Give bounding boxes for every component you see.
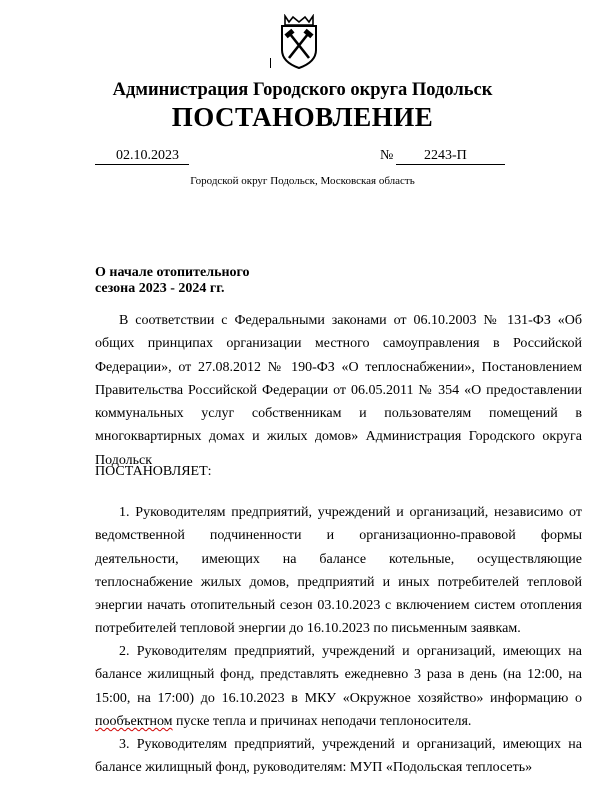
- item-1-text: 1. Руководителям предприятий, учреждений и организаций, независимо от ведомственной подчиненности и организационно-правовой формы деятельности, имеющих на балансе котельные, осуществляющие теплоснабжение жилых домов, предприятий и иных потребителей тепловой энергии начать отопительный сезон 03.10.2023 с включением систем отопления потребителей тепловой энергии до 16.10.2023 по письменным заявкам.: [95, 505, 582, 637]
- item-3-text: 3. Руководителям предприятий, учреждений и организаций, имеющих на балансе жилищный фонд, руководителям: МУП «Подольская теплосеть»: [95, 737, 582, 776]
- item-2-text-end: пуске тепла и причинах неподачи теплоносителя.: [172, 713, 472, 729]
- subject-line-2: сезона 2023 - 2024 гг.: [95, 281, 225, 296]
- document-number: 2243-П: [424, 148, 467, 163]
- spellcheck-flagged-word[interactable]: пообъектном: [95, 713, 173, 729]
- coat-of-arms-icon: [277, 14, 321, 70]
- text-cursor: [270, 58, 271, 68]
- item-2-text: [95, 640, 582, 733]
- subject-line-1: О начале отопительного: [95, 265, 250, 280]
- intro-paragraph: [95, 309, 582, 472]
- item-2-text-start: 2. Руководителям предприятий, учреждений и организаций, имеющих на балансе жилищный фонд, представлять ежедневно 3 раза в день (на 12:00, на 15:00, на 17:00) до 16.10.2023 в МКУ «Окружное хозяйство» информацию о: [95, 644, 582, 706]
- organization-title: Администрация Городского округа Подольск: [112, 80, 493, 100]
- document-date-field: [95, 147, 189, 165]
- intro-text: В соответствии с Федеральными законами от 06.10.2003 № 131-ФЗ «Об общих принципах организации местного самоуправления в Российской Федерации», от 27.08.2012 № 190-ФЗ «О теплоснабжении», Постановлением Правительства Российской Федерации от 06.05.2011 № 354 «О предоставлении коммунальных услуг собственникам и пользователям помещений в многоквартирных домах и жилых домов» Администрация Городского округа Подольск: [95, 313, 582, 468]
- item-2-paragraph: [95, 640, 582, 733]
- number-label: №: [380, 148, 394, 163]
- document-number-field: [396, 147, 505, 165]
- document-subject: [95, 265, 250, 297]
- item-3-paragraph: [95, 733, 582, 780]
- document-date: 02.10.2023: [116, 148, 179, 163]
- document-type-title: ПОСТАНОВЛЕНИЕ: [171, 102, 434, 132]
- decree-word: ПОСТАНОВЛЯЕТ:: [95, 464, 212, 479]
- place-line: Городской округ Подольск, Московская область: [190, 175, 415, 187]
- item-1-paragraph: [95, 501, 582, 641]
